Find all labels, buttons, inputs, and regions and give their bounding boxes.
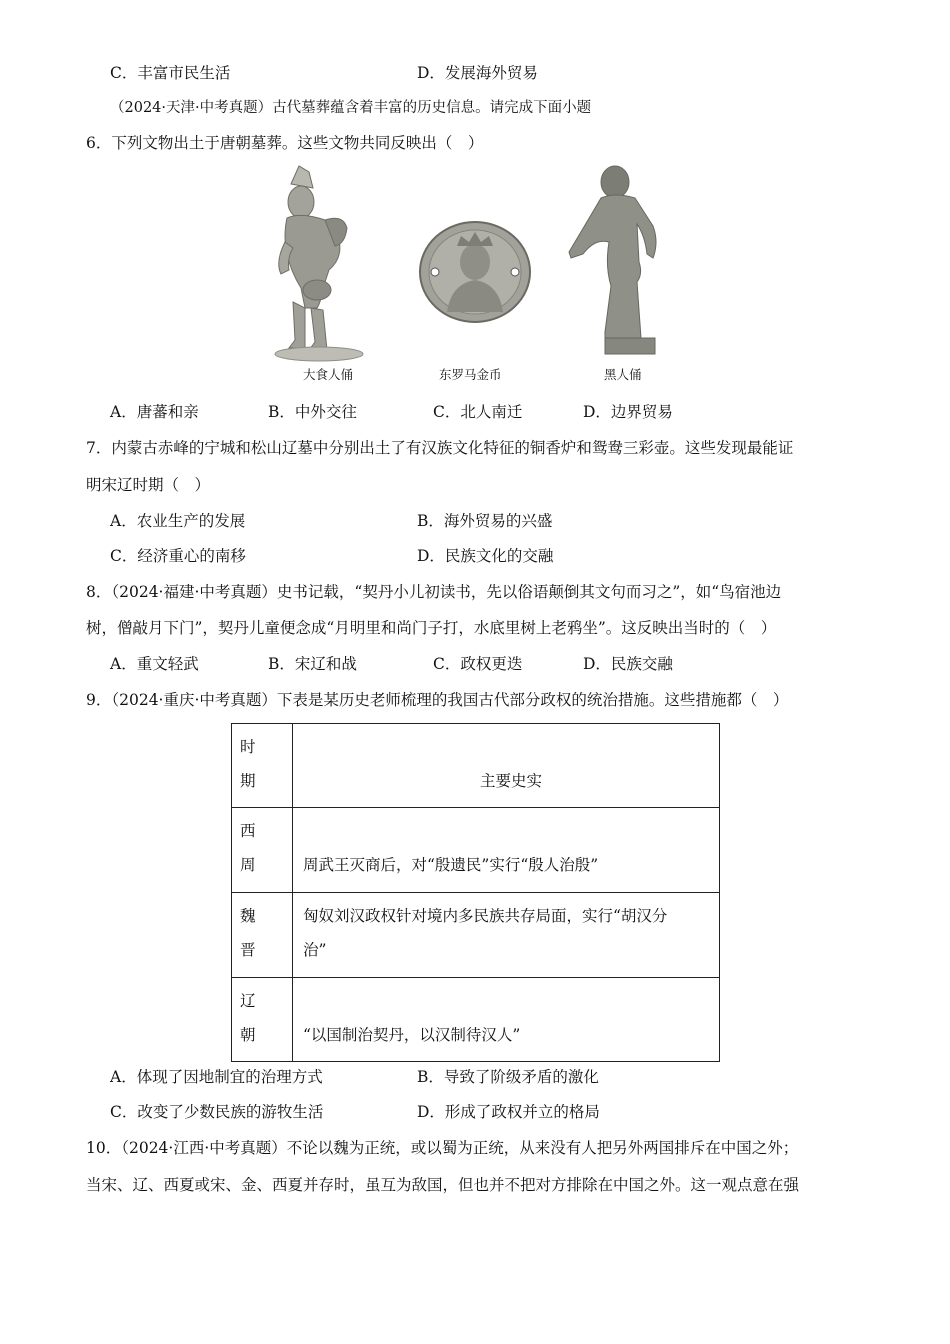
period-cell (232, 978, 293, 1062)
q7-option-b: B．海外贸易的兴盛 (417, 512, 553, 530)
fact-line (303, 984, 719, 1018)
caption-byzantine-coin: 东罗马金币 (439, 367, 502, 382)
table-row (232, 893, 720, 978)
period-char: 魏 (240, 907, 256, 925)
q8-option-b: B．宋辽和战 (268, 655, 357, 673)
fact-cell (293, 893, 720, 978)
q7-option-a: A．农业生产的发展 (110, 512, 246, 530)
question-10-line1: 10．（2024·江西·中考真题）不论以魏为正统，或以蜀为正统，从来没有人把另外两国排斥在中国之外； (86, 1139, 799, 1157)
fact-line: 周武王灭商后，对“殷遗民”实行“殷人治殷” (303, 856, 599, 874)
african-figurine-image (569, 166, 656, 354)
question-7-line2: 明宋辽时期（ ） (86, 476, 211, 494)
q9-option-d: D．形成了政权并立的格局 (417, 1103, 600, 1121)
table-row (232, 808, 720, 893)
header-fact-cell (293, 724, 720, 808)
q6-option-a: A．唐蕃和亲 (110, 403, 199, 421)
fact-line: 治” (303, 941, 327, 959)
history-table (231, 723, 720, 1062)
group-intro: （2024·天津·中考真题）古代墓葬蕴含着丰富的历史信息。请完成下面小题 (110, 100, 592, 116)
question-7-line1: 7．内蒙古赤峰的宁城和松山辽墓中分别出土了有汉族文化特征的铜香炉和鸳鸯三彩壶。这些发现最能证 (86, 439, 794, 457)
question-8-line2: 树，僧敲月下门”，契丹儿童便念成“月明里和尚门子打，水底里树上老鸦坐”。这反映出当时的（ ） (86, 619, 777, 637)
artifact-illustration (265, 162, 685, 390)
q6-option-d: D．边界贸易 (583, 403, 673, 421)
period-char: 周 (240, 856, 256, 874)
caption-african: 黑人俑 (604, 367, 642, 382)
q7-option-c: C．经济重心的南移 (110, 547, 246, 565)
q6-option-b: B．中外交往 (268, 403, 357, 421)
period-char: 西 (240, 822, 256, 840)
question-6-stem: 6．下列文物出土于唐朝墓葬。这些文物共同反映出（ ） (86, 134, 484, 152)
header-period-cell (232, 724, 293, 808)
header-period-char: 期 (240, 772, 256, 790)
dashi-figurine-image (275, 166, 363, 361)
q9-option-b: B．导致了阶级矛盾的激化 (417, 1068, 599, 1086)
fact-cell (293, 978, 720, 1062)
q8-option-a: A．重文轻武 (110, 655, 199, 673)
fact-cell (293, 808, 720, 893)
question-10-line2: 当宋、辽、西夏或宋、金、西夏并存时，虽互为敌国，但也并不把对方排除在中国之外。这一观点意在强 (86, 1176, 800, 1194)
period-char: 晋 (240, 941, 256, 959)
period-char: 辽 (240, 992, 256, 1010)
byzantine-coin-image (420, 222, 530, 322)
q9-option-a: A．体现了因地制宜的治理方式 (110, 1068, 323, 1086)
fact-line: 匈奴刘汉政权针对境内多民族共存局面，实行“胡汉分 (303, 907, 668, 925)
period-cell (232, 893, 293, 978)
q5-option-c: C．丰富市民生活 (110, 64, 231, 82)
fact-line: “以国制治契丹，以汉制待汉人” (303, 1026, 521, 1044)
caption-dashi: 大食人俑 (303, 367, 354, 382)
header-fact-label: 主要史实 (479, 772, 542, 790)
q6-option-c: C．北人南迁 (433, 403, 523, 421)
period-cell (232, 808, 293, 893)
question-8-line1: 8．（2024·福建·中考真题）史书记载，“契丹小儿初读书，先以俗语颠倒其文句而习之”，如“鸟宿池边 (86, 583, 782, 601)
table-row (232, 978, 720, 1062)
q8-option-c: C．政权更迭 (433, 655, 523, 673)
table-header-row (232, 724, 720, 808)
q9-option-c: C．改变了少数民族的游牧生活 (110, 1103, 324, 1121)
header-period-char: 时 (240, 738, 256, 756)
question-9-stem: 9．（2024·重庆·中考真题）下表是某历史老师梳理的我国古代部分政权的统治措施。这些措施都（ ） (86, 691, 789, 709)
q8-option-d: D．民族交融 (583, 655, 673, 673)
period-char: 朝 (240, 1026, 256, 1044)
q7-option-d: D．民族文化的交融 (417, 547, 554, 565)
artifact-figure (265, 162, 685, 390)
fact-line (303, 814, 719, 848)
q5-option-d: D．发展海外贸易 (417, 64, 538, 82)
